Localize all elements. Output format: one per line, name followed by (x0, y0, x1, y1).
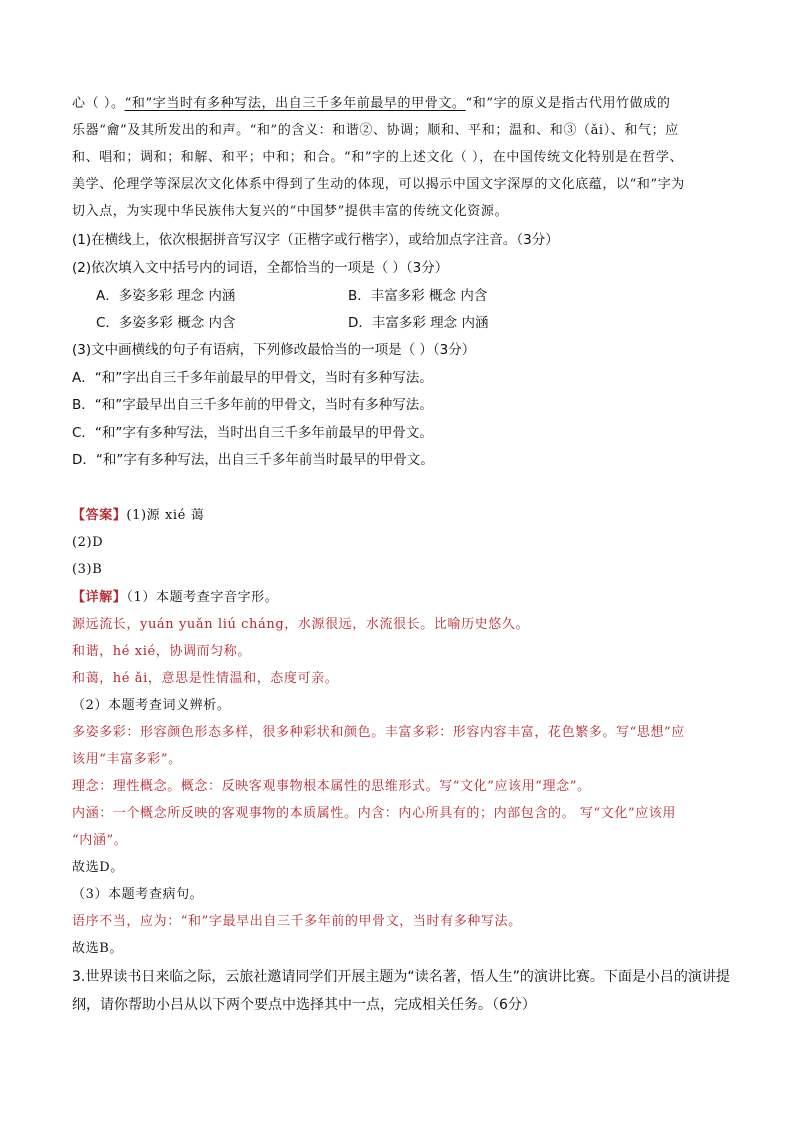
explanation-conclusion: 故选B。 (72, 941, 123, 956)
q2-option-b: B．丰富多彩 概念 内含 (348, 288, 488, 304)
q2-option-d: D．丰富多彩 理念 内涵 (348, 315, 489, 331)
passage-line-1 (72, 97, 670, 110)
q2-option-c: C．多姿多彩 概念 内含 (96, 315, 236, 331)
underlined-sentence: “和”字当时有多种写法，出自三千多年前最早的甲骨文。 (124, 96, 466, 111)
question-2: (2)依次填入文中括号内的词语，全都恰当的一项是（ ）（3分） (72, 260, 449, 276)
explanation-line: 和谐，hé xié，协调而匀称。 (72, 644, 251, 659)
explanation-conclusion: 故选D。 (72, 860, 124, 875)
passage-line-5: 切入点，为实现中华民族伟大复兴的“中国梦”提供丰富的传统文化资源。 (72, 204, 509, 219)
passage-line-4: 美学、伦理学等深层次文化体系中得到了生动的体现，可以揭示中国文字深厚的文化底蕴，以“和”字为 (72, 177, 685, 192)
explanation-label: 【详解】 (72, 590, 127, 605)
passage-line-2: 乐器“龠”及其所发出的和声。“和”的含义：和谐②、协调；顺和、平和；温和、和③（ǎi）、和气；应 (72, 123, 679, 138)
answer-label: 【答案】 (72, 508, 127, 523)
answer-line-1 (72, 509, 204, 522)
passage-text: “和”字的原义是指古代用竹做成的 (465, 96, 671, 111)
explanation-text: （1）本题考查字音字形。 (126, 590, 279, 605)
explanation-line: 内涵：一个概念所反映的客观事物的本质属性。内含：内心所具有的；内部包含的。 写“文化”应该用 (72, 806, 677, 821)
explanation-line: 该用“丰富多彩”。 (72, 752, 182, 767)
explanation-line: 理念：理性概念。概念：反映客观事物根本属性的思维形式。写“文化”应该用“理念”。 (72, 779, 591, 794)
explanation-header (72, 591, 278, 604)
explanation-line: “内涵”。 (72, 833, 128, 848)
question-3: (3)文中画横线的句子有语病，下列修改最恰当的一项是（ ）（3分） (72, 342, 476, 358)
q2-option-a: A．多姿多彩 理念 内涵 (96, 288, 236, 304)
explanation-section: （2）本题考查词义辨析。 (72, 698, 231, 713)
explanation-line: 语序不当，应为：“和”字最早出自三千多年前的甲骨文，当时有多种写法。 (72, 914, 522, 929)
question-1: (1)在横线上，依次根据拼音写汉字（正楷字或行楷字），或给加点字注音。（3分） (72, 232, 559, 248)
answer-line-3: (3)B (72, 562, 103, 577)
q3-option-a: A．“和”字出自三千多年前最早的甲骨文，当时有多种写法。 (72, 370, 433, 386)
q3-option-b: B．“和”字最早出自三千多年前的甲骨文，当时有多种写法。 (72, 397, 433, 413)
explanation-line: 源远流长，yuán yuǎn liú cháng，水源很远，水流很长。比喻历史悠久。 (72, 617, 530, 632)
question-3-next-line-1: 3.世界读书日来临之际，云旅社邀请同学们开展主题为“读名著，悟人生”的演讲比赛。下面是小吕的演讲提 (72, 969, 730, 985)
explanation-line: 多姿多彩：形容颜色形态多样，很多种彩状和颜色。丰富多彩：形容内容丰富，花色繁多。写“思想”应 (72, 725, 685, 740)
answer-line-2: (2)D (72, 535, 104, 550)
explanation-line: 和蔼，hé ǎi，意思是性情温和，态度可亲。 (72, 671, 339, 686)
passage-text: 心（ ）。 (72, 96, 125, 111)
passage-line-3: 和、唱和；调和；和解、和平；中和；和合。“和”字的上述文化（ ），在中国传统文化特别是在哲学、 (72, 150, 684, 165)
explanation-section: （3）本题考查病句。 (72, 887, 204, 902)
q3-option-d: D．“和”字有多种写法，出自三千多年前当时最早的甲骨文。 (72, 452, 434, 468)
q3-option-c: C．“和”字有多种写法，当时出自三千多年前最早的甲骨文。 (72, 425, 433, 441)
answer-text: (1)源 xié 蔼 (126, 508, 205, 523)
question-3-next-line-2: 纲，请你帮助小吕从以下两个要点中选择其中一点，完成相关任务。（6分） (72, 997, 536, 1013)
